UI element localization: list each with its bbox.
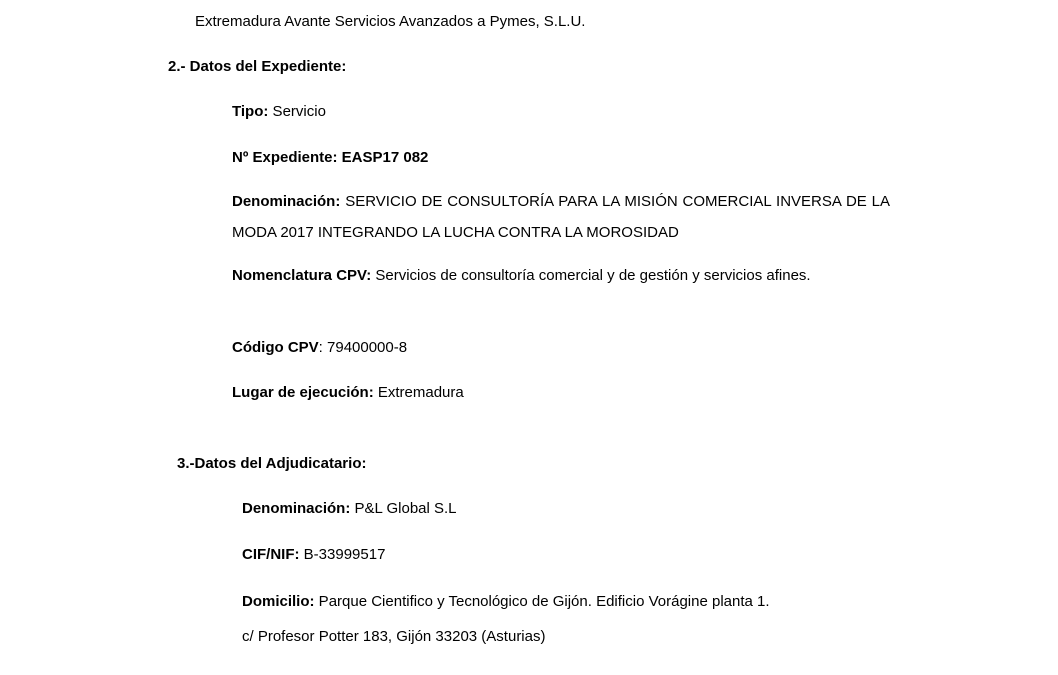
section2-heading: 2.- Datos del Expediente: [168, 58, 347, 75]
tipo-label: Tipo: [232, 103, 269, 120]
denominacion-value: SERVICIO DE CONSULTORÍA PARA LA MISIÓN COMERCIAL INVERSA DE LA MODA 2017 INTEGRANDO LA LUCHA CONTRA LA MOROSIDAD [232, 193, 890, 241]
tipo-row [232, 102, 326, 122]
cpv-nomenclatura-value: Servicios de consultoría comercial y de gestión y servicios afines. [371, 267, 811, 284]
cpv-codigo-row [232, 338, 407, 358]
expediente-label: Nº Expediente: EASP17 082 [232, 149, 429, 166]
cif-value: B-33999517 [299, 546, 386, 563]
lugar-label: Lugar de ejecución: [232, 384, 374, 401]
adjudicatario-denominacion-value: P&L Global S.L [350, 500, 457, 517]
adjudicatario-denominacion-row [242, 499, 457, 519]
denominacion-row [232, 186, 890, 248]
issuer-name: Extremadura Avante Servicios Avanzados a Pymes, S.L.U. [195, 13, 586, 30]
lugar-value: Extremadura [373, 384, 464, 401]
cpv-codigo-value: : 79400000-8 [318, 339, 408, 356]
cpv-nomenclatura-row [232, 260, 890, 291]
adjudicatario-denominacion-label: Denominación: [242, 500, 351, 517]
denominacion-label: Denominación: [232, 193, 341, 210]
tipo-value: Servicio [268, 103, 326, 120]
domicilio-row [242, 592, 770, 612]
expediente-row [232, 148, 428, 168]
lugar-row [232, 383, 464, 403]
section3-heading: 3.-Datos del Adjudicatario: [177, 455, 367, 472]
cif-label: CIF/NIF: [242, 546, 300, 563]
domicilio-line2: c/ Profesor Potter 183, Gijón 33203 (Asturias) [242, 628, 546, 645]
cpv-codigo-label: Código CPV [232, 339, 319, 356]
cif-row [242, 545, 385, 565]
cpv-nomenclatura-label: Nomenclatura CPV: [232, 267, 372, 284]
domicilio-value: Parque Cientifico y Tecnológico de Gijón. Edificio Vorágine planta 1. [314, 593, 770, 610]
domicilio-label: Domicilio: [242, 593, 315, 610]
